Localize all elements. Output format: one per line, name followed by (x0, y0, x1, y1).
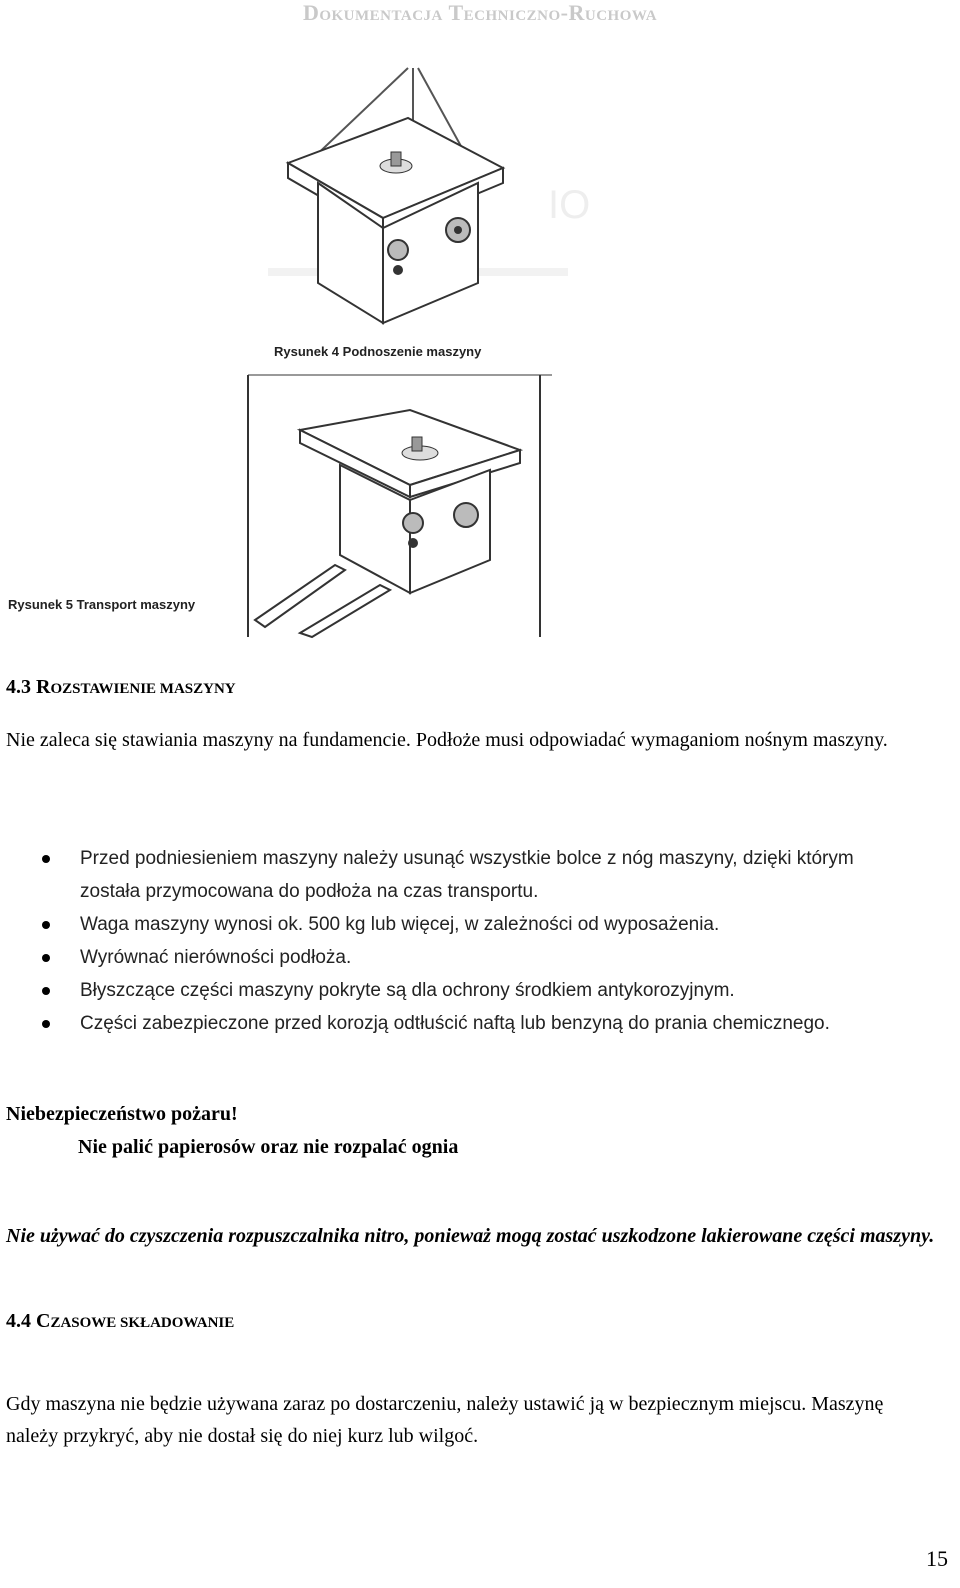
list-item: Waga maszyny wynosi ok. 500 kg lub więcej, w zależności od wyposażenia. (0, 908, 900, 941)
section-title: OZSTAWIENIE MASZYNY (50, 681, 236, 697)
bullet-icon (42, 987, 50, 995)
section-number: 4.3 (6, 676, 31, 698)
section-heading-4-4 (6, 1310, 234, 1333)
section-paragraph: Gdy maszyna nie będzie używana zaraz po dostarczeniu, należy ustawić ją w bezpiecznym miejscu. Maszynę należy przykryć, aby nie dostał się do niej kurz lub wilgoć. (6, 1393, 884, 1447)
section-heading-4-3 (6, 676, 236, 699)
bullet-icon (42, 855, 50, 863)
italic-note: Nie używać do czyszczenia rozpuszczalnika nitro, ponieważ mogą zostać uszkodzone lakierowane części maszyny. (6, 1225, 935, 1247)
bullet-icon (42, 921, 50, 929)
list-item: Błyszczące części maszyny pokryte są dla ochrony środkiem antykorozyjnym. (0, 974, 900, 1007)
list-item: Części zabezpieczone przed korozją odtłuścić naftą lub benzyną do prania chemicznego. (0, 1007, 900, 1040)
warning-title: Niebezpieczeństwo pożaru! (6, 1103, 238, 1125)
figure-caption: Rysunek 5 Transport maszyny (8, 597, 196, 612)
figure-caption: Rysunek 4 Podnoszenie maszyny (274, 344, 482, 359)
figure-transport-machine (0, 375, 552, 637)
document-header: Dokumentacja Techniczno-Ruchowa (302, 0, 658, 25)
bullet-icon (42, 954, 50, 962)
section-intro-paragraph: Nie zaleca się stawiania maszyny na fundamencie. Podłoże musi odpowiadać wymaganiom nośnym maszyny. (6, 729, 888, 751)
list-item: Przed podniesieniem maszyny należy usunąć wszystkie bolce z nóg maszyny, dzięki którym została przymocowana do podłoża na czas transportu. (0, 842, 900, 908)
figure-lifting-machine (248, 68, 591, 368)
section-title-initial: C (36, 1310, 51, 1332)
section-title-initial: R (36, 676, 51, 698)
section-title: ZASOWE SKŁADOWANIE (50, 1315, 235, 1331)
bullet-icon (42, 1020, 50, 1028)
svg-text:IO: IO (548, 183, 591, 227)
bullet-list (0, 842, 900, 1040)
page-number: 15 (926, 1546, 948, 1571)
section-number: 4.4 (6, 1310, 31, 1332)
warning-text: Nie palić papierosów oraz nie rozpalać ognia (78, 1136, 459, 1158)
list-item: Wyrównać nierówności podłoża. (0, 941, 900, 974)
